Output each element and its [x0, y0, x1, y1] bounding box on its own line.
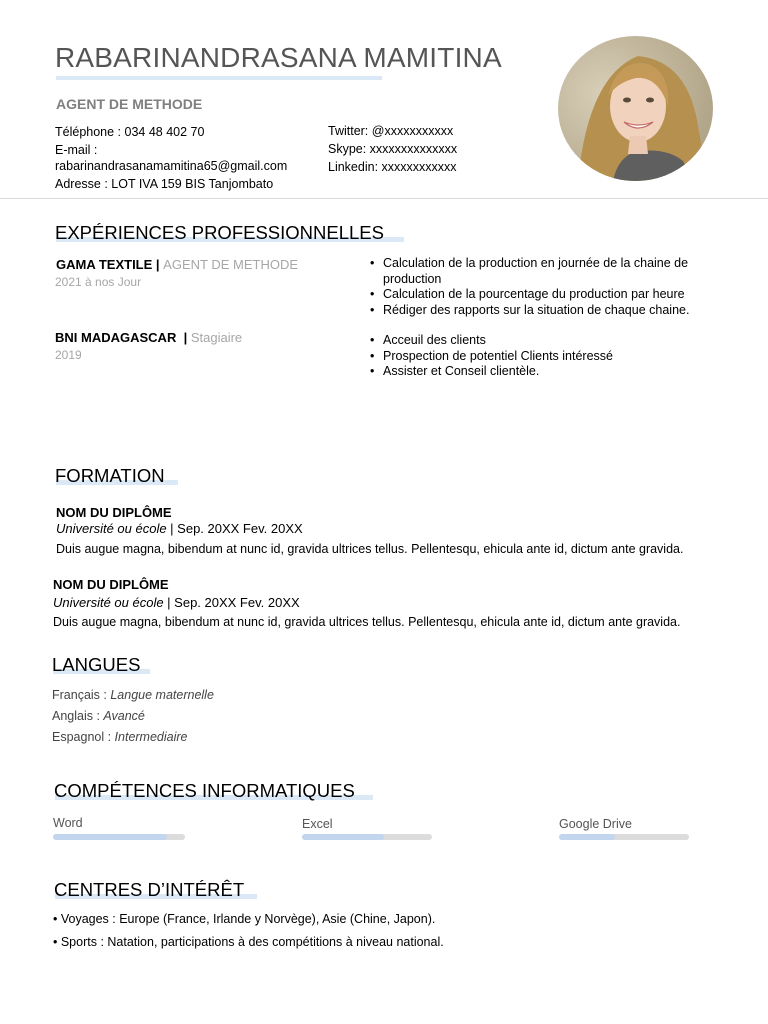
education-1-school-line [56, 521, 303, 536]
skill-bar-fill [53, 834, 167, 840]
language-name: Espagnol : [52, 730, 115, 744]
address-text: Adresse : LOT IVA 159 BIS Tanjombato [55, 177, 274, 191]
portrait-image [558, 36, 713, 181]
experience-1-bullet: • Calculation de la pourcentage du production par heure [370, 287, 710, 303]
skill-bar-google-drive [559, 834, 689, 840]
skill-bar-word [53, 834, 185, 840]
interest-item: • Voyages : Europe (France, Irlande y Norvège), Asie (Chine, Japon). [53, 912, 436, 926]
language-name: Français : [52, 688, 111, 702]
education-2-degree: NOM DU DIPLÔME [53, 577, 169, 592]
email-text: rabarinandrasanamamitina65@gmail.com [55, 159, 288, 173]
skill-bar-excel [302, 834, 432, 840]
language-item [52, 730, 188, 744]
language-item [52, 709, 145, 723]
skill-bar-fill [302, 834, 384, 840]
name-underline [56, 76, 382, 80]
education-2-description: Duis augue magna, bibendum at nunc id, gravida ultrices tellus. Pellentesqu, ehicula ante id, dictum ante gravida. [53, 615, 681, 629]
interests-section-title: CENTRES D’INTÉRÊT [54, 879, 245, 900]
skill-bar-fill [559, 834, 615, 840]
interest-item: • Sports : Natation, participations à des compétitions à niveau national. [53, 935, 444, 949]
education-2-school: Université ou école [53, 595, 164, 610]
skill-label-google-drive: Google Drive [559, 817, 632, 831]
experience-2-bullets [370, 333, 710, 380]
experience-2-separator: | [176, 330, 191, 345]
job-title: AGENT DE METHODE [56, 96, 203, 112]
header-divider [0, 198, 768, 199]
linkedin-text: Linkedin: xxxxxxxxxxxx [328, 160, 457, 174]
education-1-degree: NOM DU DIPLÔME [56, 505, 172, 520]
education-1-school: Université ou école [56, 521, 167, 536]
skype-text: Skype: xxxxxxxxxxxxxx [328, 142, 458, 156]
candidate-name: RABARINANDRASANA MAMITINA [55, 42, 502, 73]
skill-label-excel: Excel [302, 817, 333, 831]
contact-block-right [328, 122, 457, 176]
experience-2-bullet: • Acceuil des clients [370, 333, 710, 349]
contact-block-left [55, 123, 287, 193]
twitter-text: Twitter: @xxxxxxxxxxx [328, 124, 454, 138]
languages-section-title: LANGUES [52, 654, 141, 675]
language-level: Avancé [103, 709, 145, 723]
education-1-dates: | Sep. 20XX Fev. 20XX [166, 521, 303, 536]
experience-2-company: BNI MADAGASCAR [55, 330, 177, 345]
experience-1-dates: 2021 à nos Jour [55, 275, 142, 289]
experience-2-bullet: • Assister et Conseil clientèle. [370, 364, 710, 380]
skills-section-title: COMPÉTENCES INFORMATIQUES [54, 780, 355, 801]
experience-1-role: AGENT DE METHODE [163, 257, 299, 272]
education-1-description: Duis augue magna, bibendum at nunc id, gravida ultrices tellus. Pellentesqu, ehicula ante id, dictum ante gravida. [56, 542, 684, 556]
experience-1-company: GAMA TEXTILE [56, 257, 153, 272]
experience-1-separator: | [152, 257, 164, 272]
profile-photo [558, 36, 713, 181]
experience-1-bullets [370, 256, 710, 318]
language-level: Intermediaire [114, 730, 188, 744]
experience-1-bullet: • Calculation de la production en journée de la chaine de production [370, 256, 710, 287]
experience-2-dates: 2019 [55, 348, 82, 362]
experience-2-role: Stagiaire [190, 330, 243, 345]
phone-text: Téléphone : 034 48 402 70 [55, 125, 205, 139]
language-name: Anglais : [52, 709, 104, 723]
experience-2-header [55, 330, 242, 345]
education-2-dates: | Sep. 20XX Fev. 20XX [163, 595, 300, 610]
skill-label-word: Word [53, 816, 83, 830]
education-section-title: FORMATION [55, 465, 165, 486]
experience-2-bullet: • Prospection de potentiel Clients intéressé [370, 349, 710, 365]
experience-section-title: EXPÉRIENCES PROFESSIONNELLES [55, 222, 384, 243]
email-label: E-mail : [55, 143, 98, 157]
experience-1-bullet: • Rédiger des rapports sur la situation de chaque chaine. [370, 303, 710, 319]
language-item [52, 688, 214, 702]
education-2-school-line [53, 595, 300, 610]
experience-1-header [56, 257, 298, 272]
language-level: Langue maternelle [110, 688, 214, 702]
